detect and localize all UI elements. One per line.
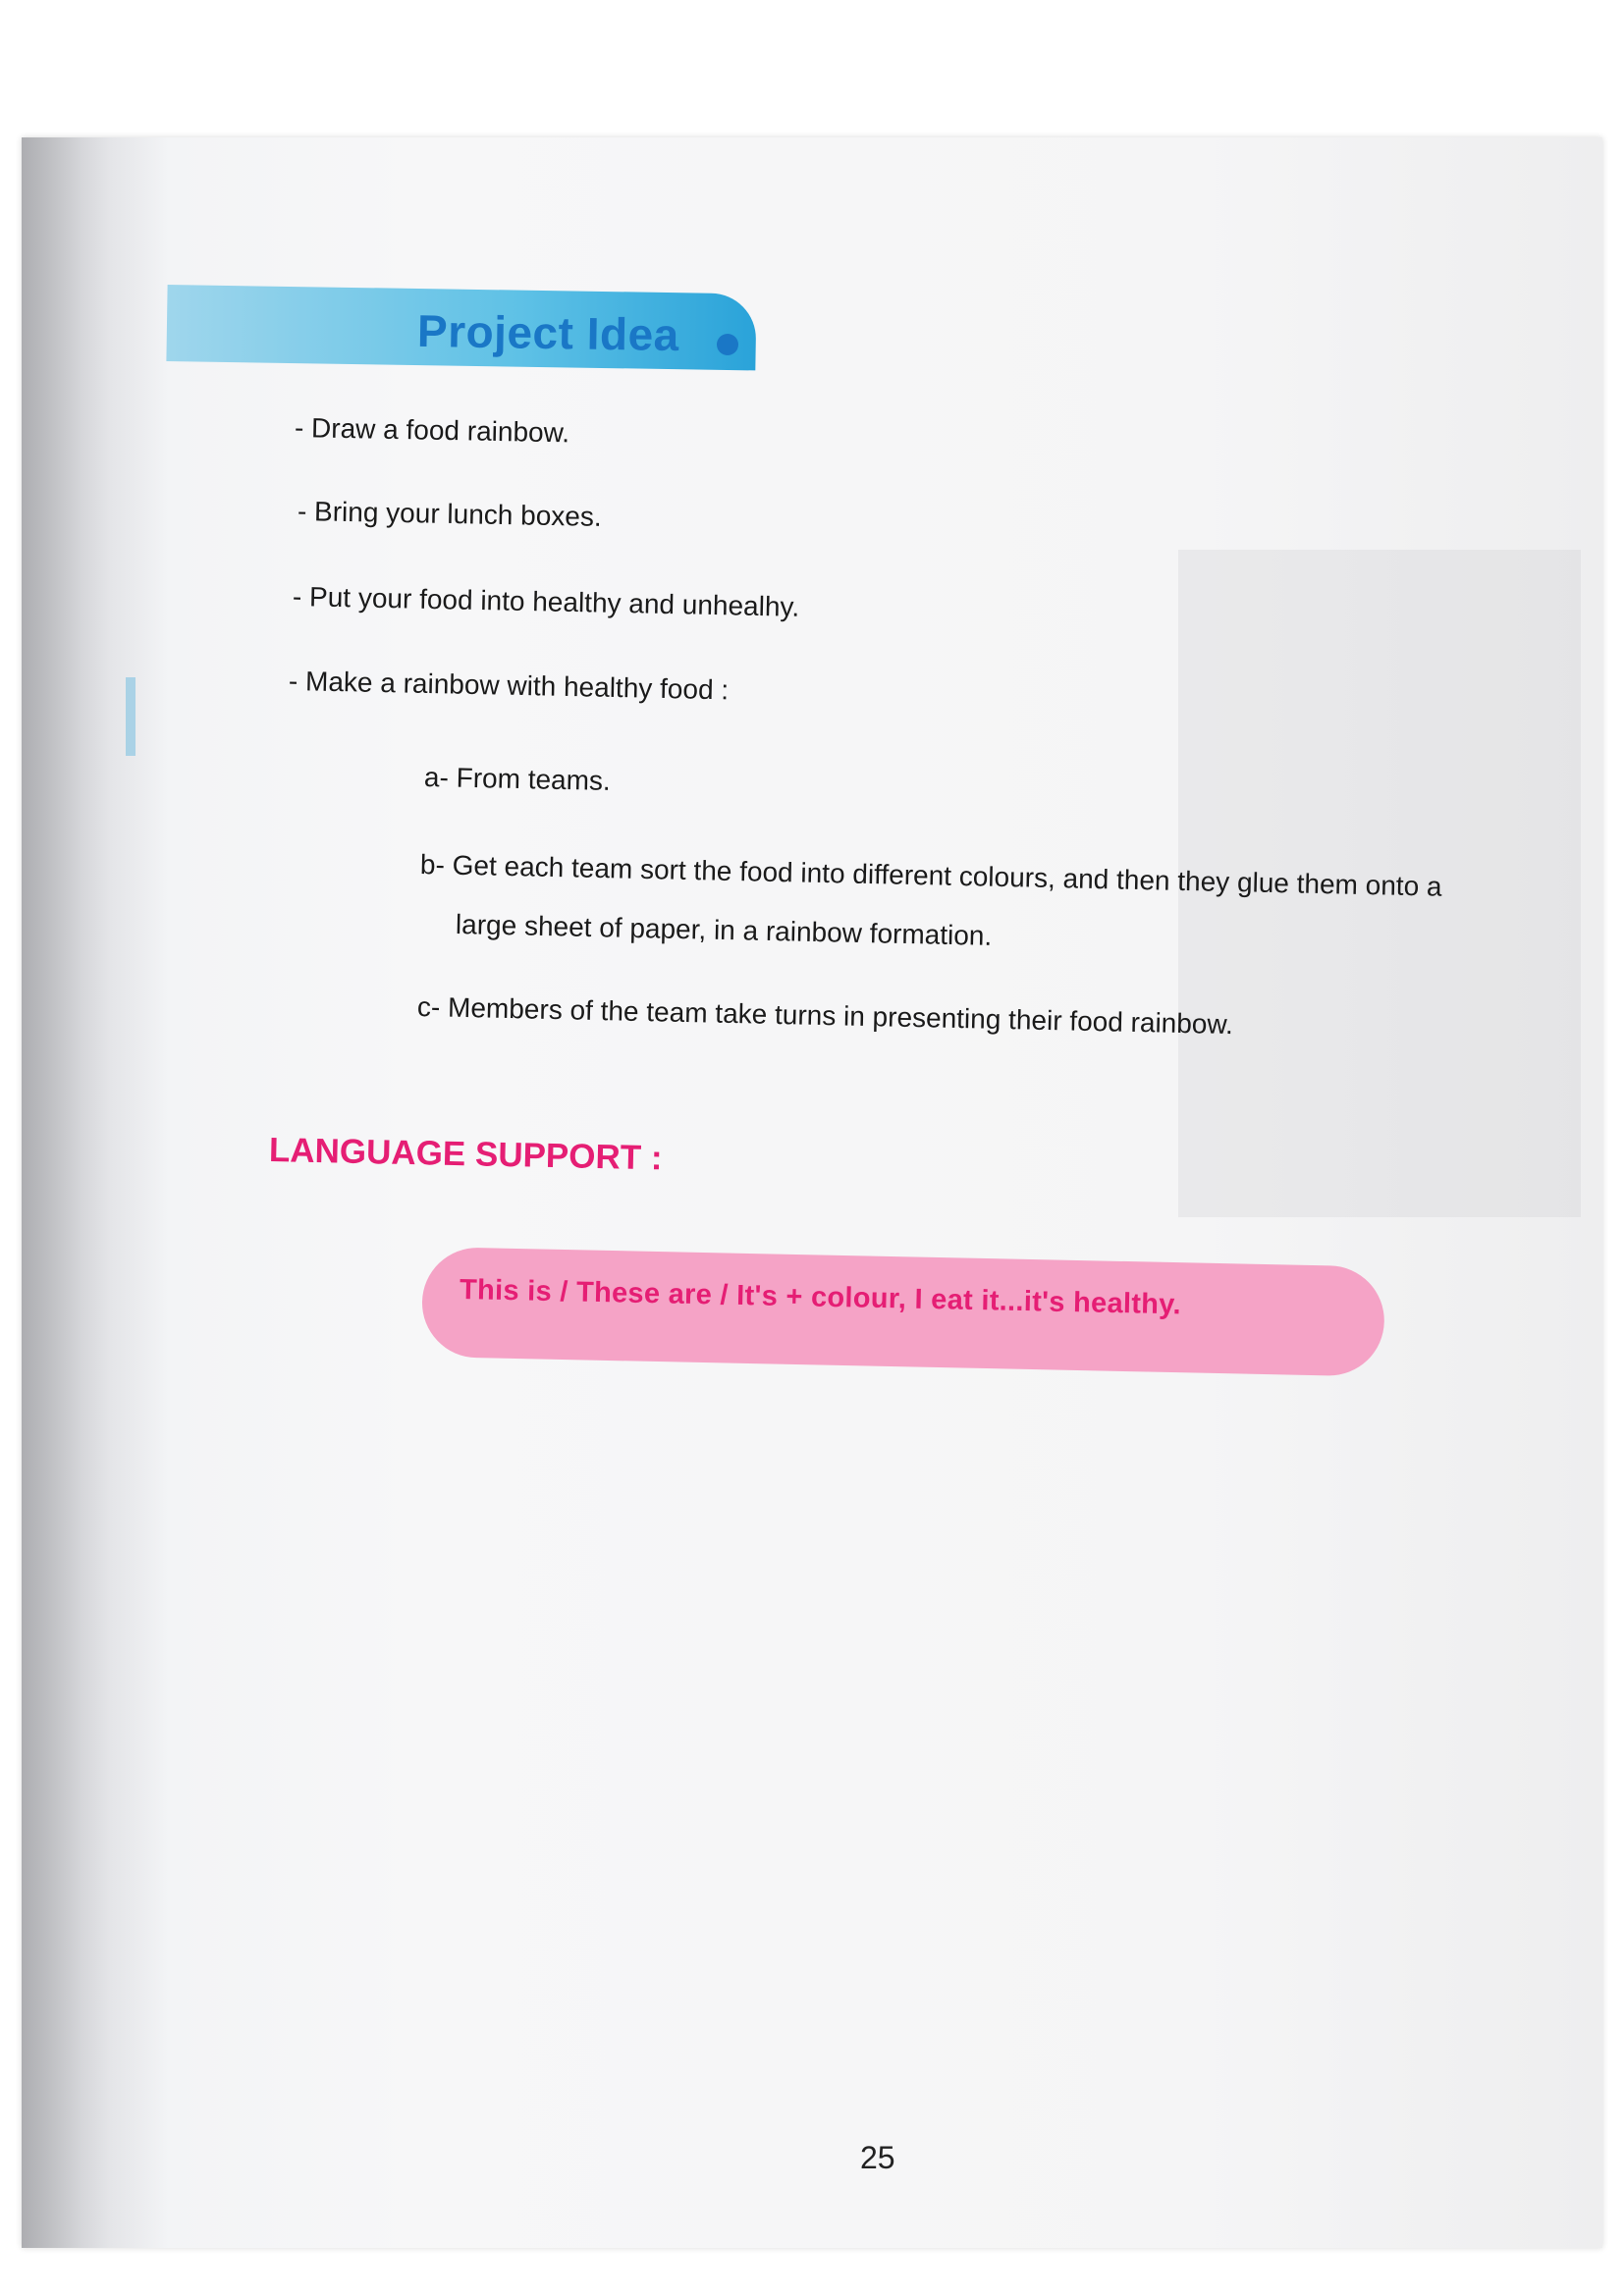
- language-support-phrase: This is / These are / It's + colour, I eat it...it's healthy.: [459, 1274, 1182, 1321]
- instruction-item: - Make a rainbow with healthy food :: [288, 666, 730, 706]
- language-support-heading: LANGUAGE SUPPORT :: [268, 1131, 663, 1178]
- banner-dot-icon: [717, 334, 738, 355]
- step-item-continuation: large sheet of paper, in a rainbow formation.: [455, 909, 993, 951]
- step-item: b- Get each team sort the food into different colours, and then they glue them onto a: [419, 849, 1442, 902]
- step-item: c- Members of the team take turns in presenting their food rainbow.: [416, 991, 1234, 1041]
- instruction-item: - Bring your lunch boxes.: [297, 496, 602, 532]
- instruction-item: - Put your food into healthy and unhealhy.: [292, 581, 800, 622]
- page-number: 25: [860, 2140, 895, 2175]
- instruction-item: - Draw a food rainbow.: [294, 412, 570, 449]
- book-gutter-shadow: [22, 137, 169, 2248]
- gutter-mark: [126, 677, 135, 756]
- step-item: a- From teams.: [423, 762, 612, 796]
- project-idea-title: Project Idea: [416, 304, 680, 361]
